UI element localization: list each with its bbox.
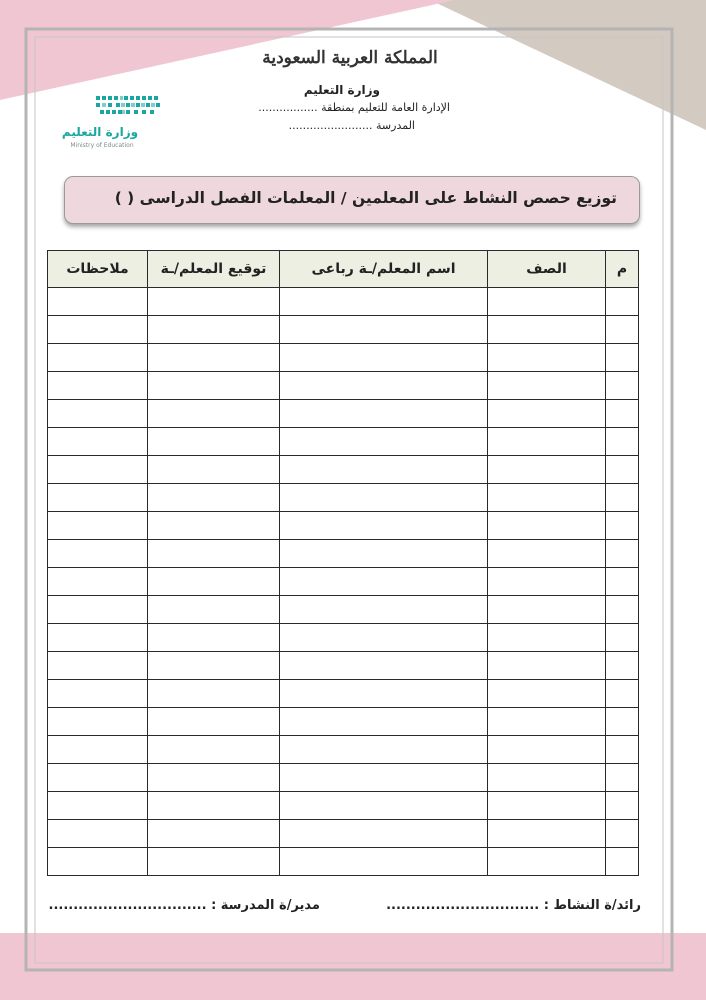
cell-notes[interactable] xyxy=(48,428,148,456)
cell-grade[interactable] xyxy=(488,820,606,848)
cell-teacher-name[interactable] xyxy=(280,736,488,764)
table-row xyxy=(48,680,639,708)
table-row xyxy=(48,792,639,820)
table-row xyxy=(48,372,639,400)
cell-teacher-signature[interactable] xyxy=(148,848,280,876)
cell-teacher-name[interactable] xyxy=(280,568,488,596)
cell-number[interactable] xyxy=(606,484,639,512)
cell-teacher-signature[interactable] xyxy=(148,344,280,372)
cell-teacher-name[interactable] xyxy=(280,820,488,848)
table-row xyxy=(48,512,639,540)
cell-teacher-signature[interactable] xyxy=(148,428,280,456)
cell-teacher-signature[interactable] xyxy=(148,736,280,764)
column-header-teacher-signature: توقيع المعلم/ـة xyxy=(148,251,280,288)
column-header-teacher-name: اسم المعلم/ـة رباعى xyxy=(280,251,488,288)
cell-notes[interactable] xyxy=(48,624,148,652)
table-row xyxy=(48,484,639,512)
taupe-corner-shape xyxy=(430,0,706,130)
cell-teacher-name[interactable] xyxy=(280,540,488,568)
cell-teacher-signature[interactable] xyxy=(148,484,280,512)
cell-number[interactable] xyxy=(606,792,639,820)
cell-number[interactable] xyxy=(606,680,639,708)
cell-teacher-signature[interactable] xyxy=(148,568,280,596)
table-row xyxy=(48,568,639,596)
cell-number[interactable] xyxy=(606,428,639,456)
cell-teacher-signature[interactable] xyxy=(148,288,280,316)
table-row xyxy=(48,456,639,484)
cell-number[interactable] xyxy=(606,652,639,680)
cell-number[interactable] xyxy=(606,848,639,876)
cell-grade[interactable] xyxy=(488,484,606,512)
cell-teacher-signature[interactable] xyxy=(148,820,280,848)
column-header-number: م xyxy=(606,251,639,288)
cell-notes[interactable] xyxy=(48,484,148,512)
cell-notes[interactable] xyxy=(48,792,148,820)
cell-notes[interactable] xyxy=(48,288,148,316)
cell-number[interactable] xyxy=(606,344,639,372)
cell-teacher-name[interactable] xyxy=(280,372,488,400)
table-row xyxy=(48,624,639,652)
cell-grade[interactable] xyxy=(488,792,606,820)
table-row xyxy=(48,708,639,736)
cell-teacher-signature[interactable] xyxy=(148,652,280,680)
ministry-logo xyxy=(60,92,170,154)
cell-number[interactable] xyxy=(606,764,639,792)
cell-grade[interactable] xyxy=(488,372,606,400)
cell-grade[interactable] xyxy=(488,680,606,708)
kingdom-calligraphy: المملكة العربية السعودية xyxy=(262,48,438,68)
cell-teacher-name[interactable] xyxy=(280,428,488,456)
cell-grade[interactable] xyxy=(488,288,606,316)
table-row xyxy=(48,652,639,680)
logo-english-text: Ministry of Education xyxy=(70,142,134,149)
ministry-name: وزارة التعليم xyxy=(303,83,380,97)
table-row xyxy=(48,344,639,372)
cell-number[interactable] xyxy=(606,456,639,484)
cell-teacher-signature[interactable] xyxy=(148,708,280,736)
cell-number[interactable] xyxy=(606,512,639,540)
cell-grade[interactable] xyxy=(488,568,606,596)
logo-arabic-text: وزارة التعليم xyxy=(61,125,139,139)
cell-number[interactable] xyxy=(606,316,639,344)
cell-number[interactable] xyxy=(606,708,639,736)
cell-number[interactable] xyxy=(606,288,639,316)
cell-grade[interactable] xyxy=(488,540,606,568)
cell-teacher-name[interactable] xyxy=(280,484,488,512)
activity-leader-signature-line: رائد/ة النشاط : ............................... xyxy=(386,898,641,913)
cell-teacher-signature[interactable] xyxy=(148,596,280,624)
cell-teacher-name[interactable] xyxy=(280,344,488,372)
cell-number[interactable] xyxy=(606,400,639,428)
column-header-grade: الصف xyxy=(488,251,606,288)
table-row xyxy=(48,764,639,792)
cell-grade[interactable] xyxy=(488,400,606,428)
cell-number[interactable] xyxy=(606,820,639,848)
column-header-notes: ملاحظات xyxy=(48,251,148,288)
cell-notes[interactable] xyxy=(48,456,148,484)
cell-notes[interactable] xyxy=(48,764,148,792)
cell-teacher-name[interactable] xyxy=(280,456,488,484)
table-row xyxy=(48,316,639,344)
cell-grade[interactable] xyxy=(488,848,606,876)
cell-teacher-name[interactable] xyxy=(280,708,488,736)
cell-teacher-signature[interactable] xyxy=(148,316,280,344)
cell-teacher-name[interactable] xyxy=(280,512,488,540)
cell-notes[interactable] xyxy=(48,512,148,540)
cell-teacher-signature[interactable] xyxy=(148,400,280,428)
cell-notes[interactable] xyxy=(48,652,148,680)
cell-teacher-name[interactable] xyxy=(280,680,488,708)
pink-footer-band xyxy=(0,933,706,1000)
table-header-row xyxy=(48,251,639,288)
cell-number[interactable] xyxy=(606,596,639,624)
cell-notes[interactable] xyxy=(48,400,148,428)
cell-teacher-name[interactable] xyxy=(280,316,488,344)
table-row xyxy=(48,428,639,456)
cell-notes[interactable] xyxy=(48,316,148,344)
cell-notes[interactable] xyxy=(48,680,148,708)
cell-teacher-name[interactable] xyxy=(280,624,488,652)
cell-teacher-signature[interactable] xyxy=(148,624,280,652)
cell-teacher-name[interactable] xyxy=(280,764,488,792)
cell-grade[interactable] xyxy=(488,596,606,624)
cell-notes[interactable] xyxy=(48,820,148,848)
directorate-line: الإدارة العامة للتعليم بمنطقة ................. xyxy=(258,101,450,114)
table-row xyxy=(48,288,639,316)
cell-notes[interactable] xyxy=(48,344,148,372)
cell-teacher-signature[interactable] xyxy=(148,680,280,708)
table-row xyxy=(48,736,639,764)
table-row xyxy=(48,848,639,876)
logo-dots-icon xyxy=(60,92,170,122)
table-row xyxy=(48,540,639,568)
cell-number[interactable] xyxy=(606,624,639,652)
cell-teacher-name[interactable] xyxy=(280,792,488,820)
school-line: المدرسة ........................ xyxy=(288,119,415,132)
cell-teacher-signature[interactable] xyxy=(148,764,280,792)
cell-grade[interactable] xyxy=(488,624,606,652)
cell-grade[interactable] xyxy=(488,764,606,792)
cell-grade[interactable] xyxy=(488,708,606,736)
cell-grade[interactable] xyxy=(488,344,606,372)
cell-number[interactable] xyxy=(606,736,639,764)
cell-number[interactable] xyxy=(606,540,639,568)
cell-notes[interactable] xyxy=(48,708,148,736)
cell-grade[interactable] xyxy=(488,456,606,484)
school-principal-signature-line: مدير/ة المدرسة : ................................ xyxy=(48,898,320,913)
cell-teacher-name[interactable] xyxy=(280,652,488,680)
cell-number[interactable] xyxy=(606,568,639,596)
cell-teacher-name[interactable] xyxy=(280,848,488,876)
cell-grade[interactable] xyxy=(488,512,606,540)
cell-notes[interactable] xyxy=(48,540,148,568)
cell-notes[interactable] xyxy=(48,372,148,400)
cell-teacher-signature[interactable] xyxy=(148,540,280,568)
cell-grade[interactable] xyxy=(488,736,606,764)
cell-teacher-name[interactable] xyxy=(280,288,488,316)
cell-teacher-signature[interactable] xyxy=(148,792,280,820)
table-body xyxy=(48,288,639,876)
cell-notes[interactable] xyxy=(48,596,148,624)
cell-grade[interactable] xyxy=(488,316,606,344)
cell-grade[interactable] xyxy=(488,428,606,456)
cell-grade[interactable] xyxy=(488,652,606,680)
table-row xyxy=(48,400,639,428)
title-banner xyxy=(64,176,640,224)
cell-teacher-name[interactable] xyxy=(280,596,488,624)
table-row xyxy=(48,820,639,848)
cell-notes[interactable] xyxy=(48,848,148,876)
activity-distribution-table xyxy=(47,250,639,876)
cell-notes[interactable] xyxy=(48,736,148,764)
form-title: توزيع حصص النشاط على المعلمين / المعلمات الفصل الدراسى ( ) xyxy=(114,189,617,207)
table-row xyxy=(48,596,639,624)
cell-number[interactable] xyxy=(606,372,639,400)
cell-teacher-signature[interactable] xyxy=(148,512,280,540)
cell-teacher-signature[interactable] xyxy=(148,372,280,400)
cell-teacher-name[interactable] xyxy=(280,400,488,428)
cell-notes[interactable] xyxy=(48,568,148,596)
cell-teacher-signature[interactable] xyxy=(148,456,280,484)
